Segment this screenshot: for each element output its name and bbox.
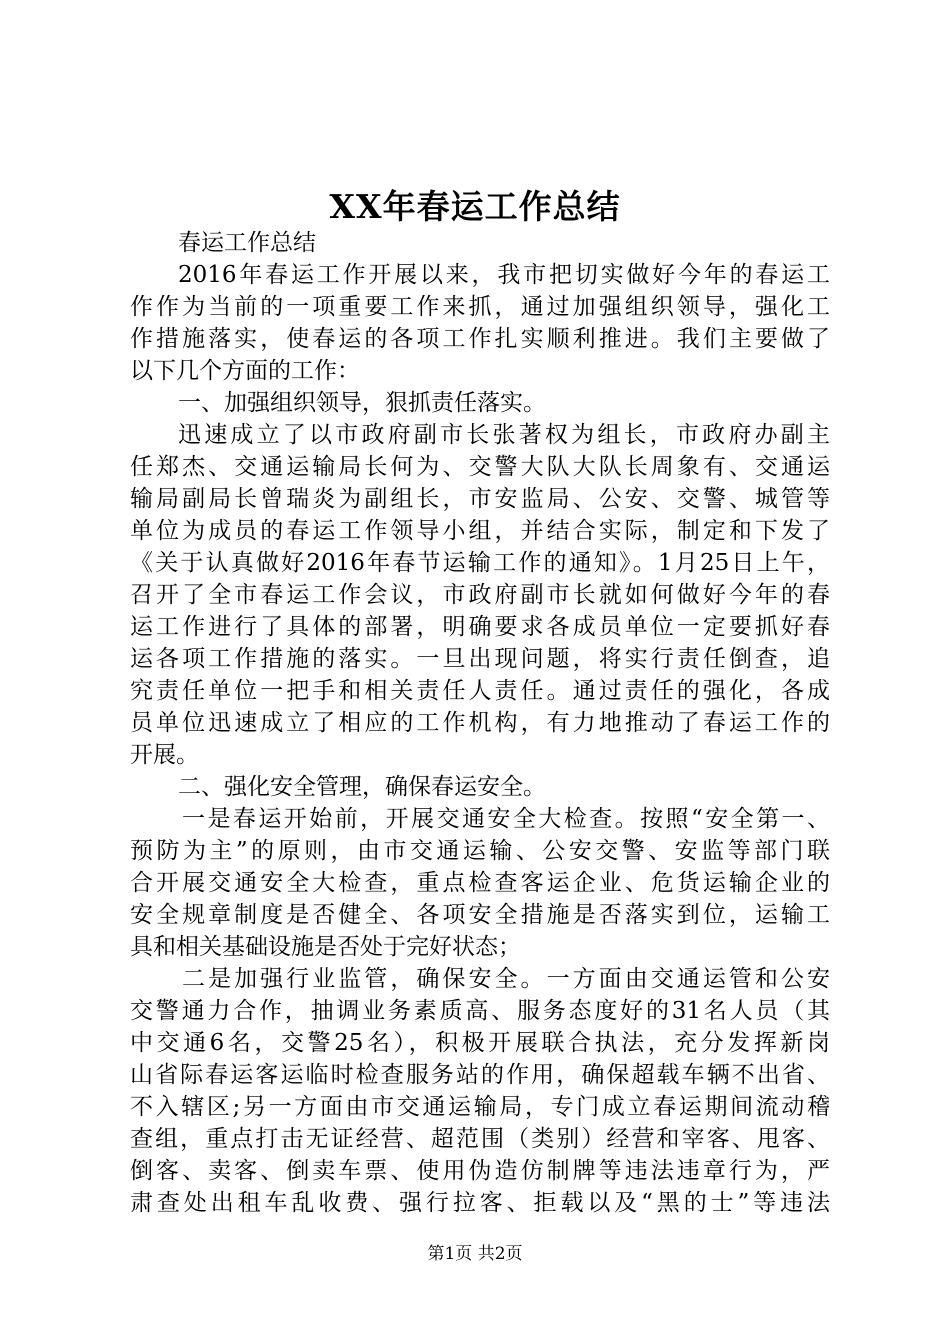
paragraph-line: 倒客、卖客、倒卖车票、使用伪造仿制牌等违法违章行为，严 — [130, 1158, 830, 1184]
paragraph-line: 具和相关基础设施是否处于完好状态； — [130, 934, 521, 960]
document-title: XX年春运工作总结 — [329, 187, 621, 226]
document-body — [130, 227, 830, 1219]
paragraph-line: 肃查处出租车乱收费、强行拉客、拒载以及“黑的士”等违法 — [130, 1190, 830, 1216]
paragraph-line: 单位为成员的春运工作领导小组，并结合实际，制定和下发了 — [130, 518, 830, 544]
paragraph-line: 不入辖区;另一方面由市交通运输局，专门成立春运期间流动稽 — [130, 1094, 830, 1120]
paragraph-line: 《关于认真做好2016年春节运输工作的通知》。1月25日上午， — [130, 550, 830, 576]
paragraph-line: 一是春运开始前，开展交通安全大检查。按照“安全第一、 — [182, 806, 830, 832]
paragraph-line: 开展。 — [130, 742, 199, 768]
paragraph-line: 预防为主”的原则，由市交通运输、公安交警、安监等部门联 — [130, 838, 830, 864]
paragraph-line: 员单位迅速成立了相应的工作机构，有力地推动了春运工作的 — [130, 710, 830, 736]
paragraph-line: 运工作进行了具体的部署，明确要求各成员单位一定要抓好春 — [130, 614, 830, 640]
paragraph-line: 任郑杰、交通运输局长何为、交警大队大队长周象有、交通运 — [130, 454, 830, 480]
paragraph-line: 安全规章制度是否健全、各项安全措施是否落实到位，运输工 — [130, 902, 830, 928]
paragraph-line: 交警通力合作，抽调业务素质高、服务态度好的31名人员（其 — [130, 998, 830, 1024]
paragraph-line: 作作为当前的一项重要工作来抓，通过加强组织领导，强化工 — [130, 294, 830, 320]
paragraph-line: 运各项工作措施的落实。一旦出现问题，将实行责任倒查，追 — [130, 646, 830, 672]
paragraph-line: 作措施落实，使春运的各项工作扎实顺利推进。我们主要做了 — [130, 326, 830, 352]
paragraph-line: 究责任单位一把手和相关责任人责任。通过责任的强化，各成 — [130, 678, 830, 704]
paragraph-line: 合开展交通安全大检查，重点检查客运企业、危货运输企业的 — [130, 870, 830, 896]
paragraph-line: 迅速成立了以市政府副市长张著权为组长，市政府办副主 — [178, 422, 830, 448]
paragraph-line: 输局副局长曾瑞炎为副组长，市安监局、公安、交警、城管等 — [130, 486, 830, 512]
paragraph-line: 以下几个方面的工作： — [130, 358, 360, 384]
paragraph-line: 召开了全市春运工作会议，市政府副市长就如何做好今年的春 — [130, 582, 830, 608]
paragraph-line: 查组，重点打击无证经营、超范围（类别）经营和宰客、甩客、 — [130, 1126, 830, 1152]
subtitle-line: 春运工作总结 — [178, 230, 316, 256]
section-heading: 一、加强组织领导，狠抓责任落实。 — [178, 390, 546, 416]
paragraph-line: 二是加强行业监管，确保安全。一方面由交通运管和公安 — [182, 966, 830, 992]
paragraph-line: 2016年春运工作开展以来，我市把切实做好今年的春运工 — [178, 262, 830, 288]
paragraph-line: 中交通6名，交警25名），积极开展联合执法，充分发挥新岗 — [130, 1030, 830, 1056]
paragraph-line: 山省际春运客运临时检查服务站的作用，确保超载车辆不出省、 — [130, 1062, 830, 1088]
section-heading: 二、强化安全管理，确保春运安全。 — [178, 774, 546, 800]
page-number-footer: 第1页 共2页 — [427, 1244, 523, 1264]
